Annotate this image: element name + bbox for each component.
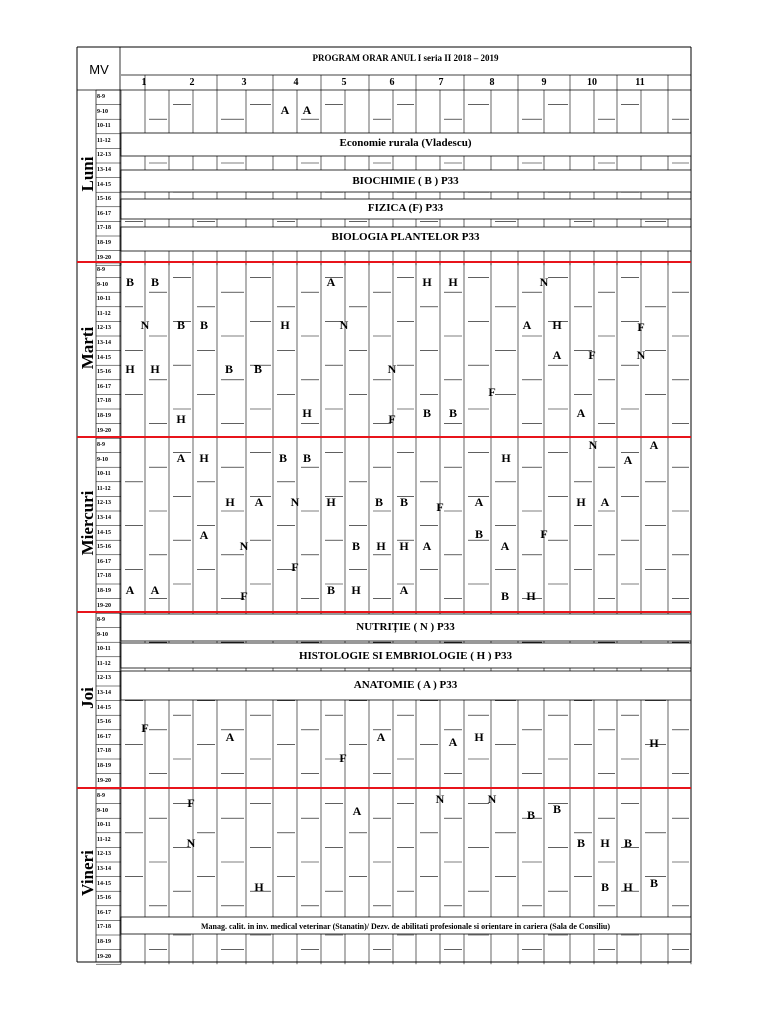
schedule-cell: F [339,751,347,765]
schedule-cell: B [448,406,457,420]
schedule-cell: A [399,583,409,597]
hour-label: 10-11 [97,646,111,653]
schedule-cell: A [474,495,484,509]
schedule-cell: H [576,495,586,509]
hour-label: 11-12 [97,137,111,144]
hour-label: 15-16 [97,369,111,376]
schedule-cell: A [352,804,362,818]
hour-label: 18-19 [97,413,111,419]
day-label-joi: Joi [78,687,97,709]
schedule-cell: A [302,103,312,117]
schedule-cell: H [474,730,484,744]
schedule-cell: B [576,836,585,850]
hour-label: 18-19 [97,763,111,769]
schedule-cell: A [176,451,186,465]
hour-label: 12-13 [97,500,111,507]
hour-label: 19-20 [97,427,111,434]
schedule-cell: H [280,318,290,332]
schedule-cell: A [326,275,336,289]
hour-label: 10-11 [97,123,111,130]
schedule-cell: F [388,412,396,426]
hour-label: 16-17 [97,558,111,565]
hour-label: 19-20 [97,254,111,261]
hour-label: 9-10 [97,807,108,814]
schedule-cell: A [199,528,209,542]
course-banner: ANATOMIE ( A ) P33 [353,679,458,691]
schedule-cell: B [422,406,431,420]
hour-label: 17-18 [97,924,111,931]
schedule-cell: B [302,451,311,465]
schedule-cell: B [600,880,609,894]
hour-label: 12-13 [97,325,111,332]
schedule-cell: A [552,348,562,362]
schedule-cell: N [387,362,397,376]
schedule-cell: A [649,438,659,452]
schedule-cell: A [522,318,532,332]
column-number: 7 [438,77,444,88]
schedule-cell: B [474,527,483,541]
schedule-cell: N [539,275,549,289]
schedule-cell: H [552,318,562,332]
schedule-cell: H [225,495,235,509]
schedule-cell: A [448,735,458,749]
schedule-cell: F [291,560,299,574]
course-banner: Manag. calit. in inv. medical veterinar (Stanatin)/ Dezv. de abilitati profesionale si orientare in cariera (Sala de Consiliu) [200,922,611,931]
course-banner: HISTOLOGIE SI EMBRIOLOGIE ( H ) P33 [298,650,513,662]
column-number: 4 [293,77,299,88]
hour-label: 11-12 [97,485,111,492]
hour-label: 8-9 [97,793,105,799]
schedule-cell: F [141,721,149,735]
schedule-cell: F [637,320,645,334]
schedule-cell: B [150,275,159,289]
schedule-cell: A [623,453,633,467]
hour-label: 17-18 [97,748,111,755]
hour-label: 8-9 [97,617,105,623]
hour-label: 15-16 [97,196,111,203]
schedule-cell: H [600,836,610,850]
schedule-cell: A [150,583,160,597]
schedule-cell: H [326,495,336,509]
hour-label: 14-15 [97,880,111,887]
course-banner: Economie rurala (Vladescu) [339,137,472,149]
schedule-cell: A [225,730,235,744]
schedule-cell: A [500,539,510,553]
schedule-cell: B [351,539,360,553]
schedule-cell: B [125,275,134,289]
hour-label: 15-16 [97,719,111,726]
hour-label: 16-17 [97,383,111,390]
schedule-cell: B [526,808,535,822]
day-label-luni: Luni [78,156,97,192]
schedule-cell: H [526,589,536,603]
hour-label: 17-18 [97,225,111,232]
hour-label: 13-14 [97,340,111,346]
schedule-cell: B [224,362,233,376]
column-number: 5 [341,77,347,88]
hour-label: 13-14 [97,690,111,696]
schedule-cell: B [326,583,335,597]
hour-label: 11-12 [97,310,111,317]
schedule-cell: A [600,495,610,509]
schedule-cell: A [280,103,290,117]
column-number: 1 [141,77,147,88]
schedule-cell: B [552,802,561,816]
schedule-cell: A [254,495,264,509]
schedule-cell: F [187,796,195,810]
hour-label: 10-11 [97,822,111,829]
column-number: 6 [389,77,395,88]
schedule-cell: F [436,500,444,514]
day-label-vineri: Vineri [78,850,97,896]
course-banner: BIOLOGIA PLANTELOR P33 [331,231,480,243]
schedule-cell: H [176,412,186,426]
hour-label: 9-10 [97,631,108,638]
hour-label: 14-15 [97,529,111,536]
schedule-cell: H [399,539,409,553]
schedule-cell: B [649,876,658,890]
hour-label: 17-18 [97,573,111,580]
hour-label: 9-10 [97,108,108,115]
hour-label: 10-11 [97,471,111,478]
day-label-marti: Marti [78,326,97,370]
day-label-miercuri: Miercuri [78,490,97,556]
hour-label: 16-17 [97,733,111,740]
schedule-cell: N [487,792,497,806]
hour-label: 16-17 [97,210,111,217]
hour-label: 15-16 [97,895,111,902]
schedule-cell: H [351,583,361,597]
schedule-cell: H [422,275,432,289]
hour-label: 14-15 [97,354,111,361]
schedule-cell: B [399,495,408,509]
hour-label: 13-14 [97,167,111,173]
schedule-cell: N [290,495,300,509]
hour-label: 14-15 [97,704,111,711]
hour-label: 13-14 [97,866,111,872]
column-number: 9 [541,77,547,88]
hour-label: 14-15 [97,181,111,188]
timetable-title: PROGRAM ORAR ANUL I seria II 2018 – 2019 [312,53,499,63]
hour-label: 19-20 [97,777,111,784]
hour-label: 13-14 [97,515,111,521]
hour-label: 12-13 [97,851,111,858]
hour-label: 18-19 [97,588,111,594]
hour-label: 11-12 [97,836,111,843]
schedule-cell: A [576,406,586,420]
hour-label: 16-17 [97,909,111,916]
schedule-cell: B [500,589,509,603]
schedule-cell: B [623,836,632,850]
schedule-cell: H [199,451,209,465]
schedule-cell: B [199,318,208,332]
course-banner: NUTRIȚIE ( N ) P33 [356,621,455,633]
hour-label: 8-9 [97,442,105,448]
schedule-cell: N [186,836,196,850]
column-number: 10 [587,77,597,88]
course-banner: BIOCHIMIE ( B ) P33 [352,175,459,187]
hour-label: 8-9 [97,94,105,100]
column-number: 8 [489,77,495,88]
column-number: 3 [241,77,247,88]
schedule-cell: F [488,385,496,399]
schedule-cell: A [125,583,135,597]
hour-label: 11-12 [97,660,111,667]
hour-label: 19-20 [97,602,111,609]
schedule-cell: H [501,451,511,465]
schedule-cell: N [636,348,646,362]
hour-label: 12-13 [97,152,111,159]
hour-label: 15-16 [97,544,111,551]
hour-label: 19-20 [97,953,111,960]
schedule-cell: F [240,589,248,603]
hour-label: 18-19 [97,240,111,246]
schedule-cell: H [649,736,659,750]
schedule-cell: H [623,880,633,894]
hour-label: 9-10 [97,456,108,463]
schedule-cell: H [302,406,312,420]
column-number: 2 [189,77,195,88]
hour-label: 8-9 [97,267,105,273]
schedule-cell: H [150,362,160,376]
schedule-cell: H [448,275,458,289]
mv-label: MV [89,61,109,77]
schedule-cell: H [376,539,386,553]
hour-label: 10-11 [97,296,111,303]
hour-label: 17-18 [97,398,111,405]
schedule-cell: B [278,451,287,465]
schedule-cell: H [125,362,135,376]
hour-label: 12-13 [97,675,111,682]
hour-label: 9-10 [97,281,108,288]
hour-label: 18-19 [97,939,111,945]
schedule-cell: B [374,495,383,509]
course-banner: FIZICA (F) P33 [367,202,444,214]
schedule-cell: B [176,318,185,332]
schedule-cell: N [140,318,150,332]
schedule-cell: A [422,539,432,553]
schedule-cell: A [376,730,386,744]
schedule-cell: N [339,318,349,332]
schedule-cell: N [435,792,445,806]
schedule-cell: F [588,348,596,362]
schedule-cell: N [239,539,249,553]
schedule-cell: H [254,880,264,894]
schedule-cell: B [253,362,262,376]
column-number: 11 [635,77,645,88]
schedule-cell: N [588,438,598,452]
schedule-cell: F [540,527,548,541]
